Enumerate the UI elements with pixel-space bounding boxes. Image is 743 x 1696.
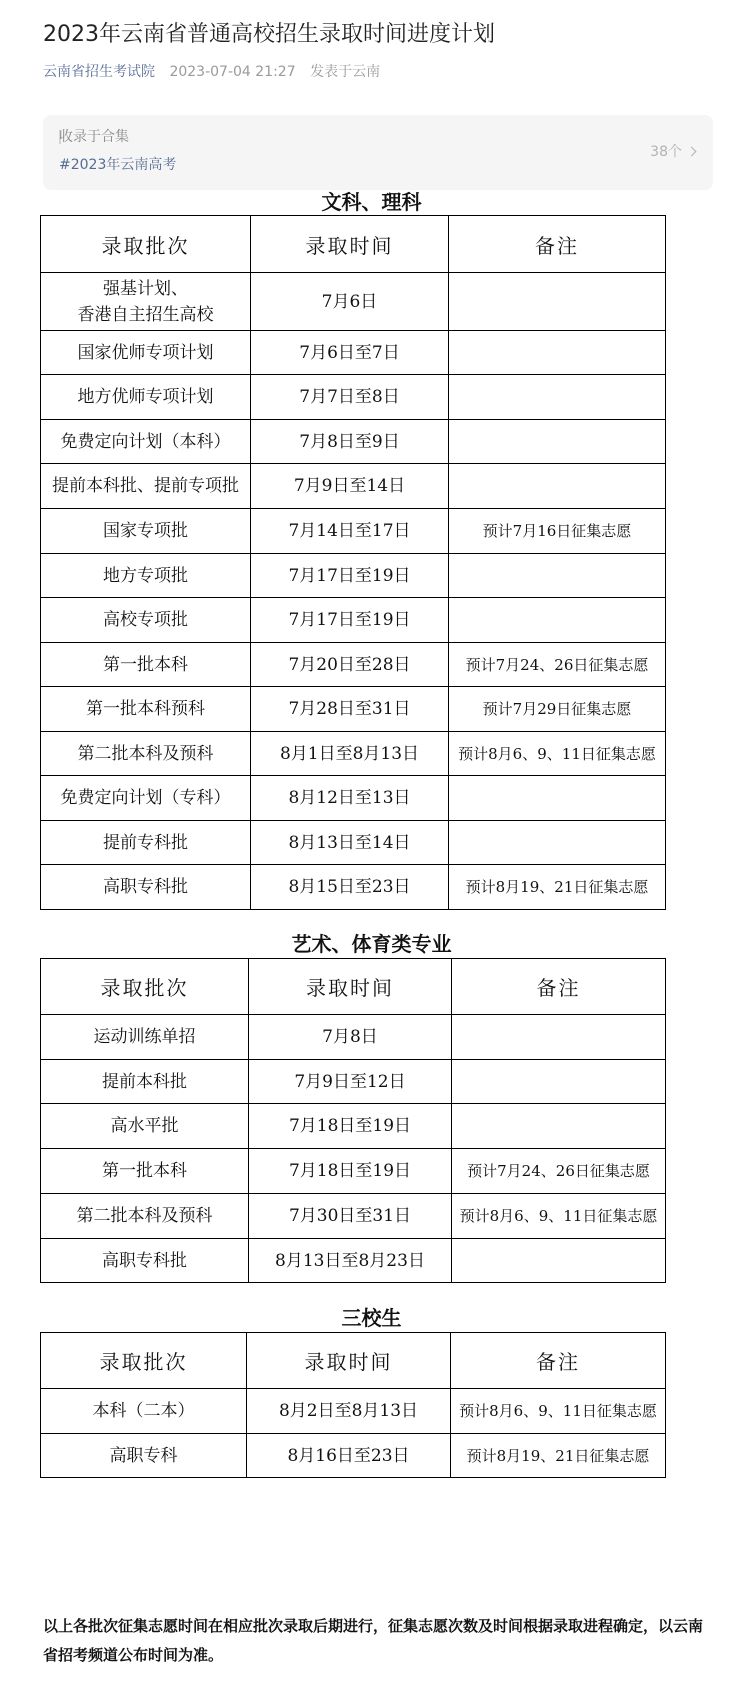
cell-time: 7月17日至19日 <box>251 554 449 598</box>
cell-batch: 免费定向计划（本科） <box>41 420 251 464</box>
cell-time: 7月14日至17日 <box>251 509 449 554</box>
table-row <box>41 509 666 554</box>
cell-time: 7月6日 <box>251 273 449 331</box>
table-row <box>41 273 666 331</box>
cell-batch: 本科（二本） <box>41 1389 247 1434</box>
cell-time: 7月9日至14日 <box>251 464 449 509</box>
table-row <box>41 1389 666 1434</box>
cell-note <box>449 420 666 464</box>
cell-batch: 免费定向计划（专科） <box>41 776 251 821</box>
table-row <box>41 732 666 776</box>
cell-note <box>452 1239 666 1283</box>
collection-card[interactable] <box>43 115 713 190</box>
collection-count[interactable] <box>650 142 695 162</box>
table-row <box>41 1015 666 1060</box>
header-note: 备注 <box>451 1333 666 1389</box>
cell-batch: 高水平批 <box>41 1104 249 1149</box>
cell-batch: 提前专科批 <box>41 821 251 865</box>
table-header-row <box>41 1333 666 1389</box>
cell-batch: 第一批本科 <box>41 643 251 687</box>
cell-note <box>449 598 666 643</box>
table-row <box>41 1060 666 1104</box>
table-row <box>41 420 666 464</box>
table-row <box>41 643 666 687</box>
table-row <box>41 1434 666 1478</box>
cell-time: 7月20日至28日 <box>251 643 449 687</box>
header-time: 录取时间 <box>247 1333 451 1389</box>
table-row <box>41 598 666 643</box>
cell-time: 7月18日至19日 <box>249 1104 452 1149</box>
cell-batch: 高职专科批 <box>41 865 251 910</box>
cell-note: 预计8月19、21日征集志愿 <box>449 865 666 910</box>
cell-note <box>452 1060 666 1104</box>
cell-note <box>449 331 666 375</box>
table-row <box>41 464 666 509</box>
table-row <box>41 375 666 420</box>
cell-time: 7月9日至12日 <box>249 1060 452 1104</box>
cell-time: 8月13日至14日 <box>251 821 449 865</box>
cell-batch: 第二批本科及预科 <box>41 1194 249 1239</box>
cell-batch: 高职专科批 <box>41 1239 249 1283</box>
table-row <box>41 865 666 910</box>
cell-note <box>449 554 666 598</box>
cell-time: 8月16日至23日 <box>247 1434 451 1478</box>
cell-batch: 高校专项批 <box>41 598 251 643</box>
cell-note: 预计8月19、21日征集志愿 <box>451 1434 666 1478</box>
cell-time: 7月6日至7日 <box>251 331 449 375</box>
collection-label: 收录于合集 <box>59 129 129 145</box>
header-note: 备注 <box>449 216 666 273</box>
table-row <box>41 1194 666 1239</box>
cell-note: 预计8月6、9、11日征集志愿 <box>449 732 666 776</box>
cell-note: 预计8月6、9、11日征集志愿 <box>451 1389 666 1434</box>
section-title-art-sports: 艺术、体育类专业 <box>291 932 452 956</box>
schedule-table-art-sports <box>40 958 666 1283</box>
table-row <box>41 1239 666 1283</box>
cell-time: 7月30日至31日 <box>249 1194 452 1239</box>
table-row <box>41 776 666 821</box>
header-batch: 录取批次 <box>41 1333 247 1389</box>
cell-time: 8月13日至8月23日 <box>249 1239 452 1283</box>
table-header-row <box>41 959 666 1015</box>
cell-batch: 第一批本科 <box>41 1149 249 1194</box>
cell-note: 预计7月16日征集志愿 <box>449 509 666 554</box>
cell-batch: 地方优师专项计划 <box>41 375 251 420</box>
cell-time: 8月2日至8月13日 <box>247 1389 451 1434</box>
cell-batch: 高职专科 <box>41 1434 247 1478</box>
cell-note <box>449 273 666 331</box>
table-row <box>41 331 666 375</box>
cell-note: 预计7月24、26日征集志愿 <box>449 643 666 687</box>
collection-tag-link[interactable]: #2023年云南高考 <box>59 157 177 173</box>
cell-note: 预计7月24、26日征集志愿 <box>452 1149 666 1194</box>
table-row <box>41 1149 666 1194</box>
header-note: 备注 <box>452 959 666 1015</box>
publish-datetime: 2023-07-04 21:27 <box>169 64 296 80</box>
cell-batch: 运动训练单招 <box>41 1015 249 1060</box>
header-batch: 录取批次 <box>41 216 251 273</box>
section-title-wenli: 文科、理科 <box>321 190 422 214</box>
cell-batch: 第一批本科预科 <box>41 687 251 732</box>
cell-time: 8月12日至13日 <box>251 776 449 821</box>
cell-batch: 提前本科批、提前专项批 <box>41 464 251 509</box>
cell-time: 7月7日至8日 <box>251 375 449 420</box>
collection-count-text: 38个 <box>650 144 682 160</box>
cell-time: 7月8日 <box>249 1015 452 1060</box>
section-title-sanxiao: 三校生 <box>341 1306 402 1330</box>
publish-location: 发表于云南 <box>310 64 381 80</box>
cell-batch: 国家专项批 <box>41 509 251 554</box>
header-time: 录取时间 <box>249 959 452 1015</box>
cell-time: 7月8日至9日 <box>251 420 449 464</box>
schedule-table-sanxiao <box>40 1332 666 1478</box>
cell-time: 7月28日至31日 <box>251 687 449 732</box>
cell-note <box>449 375 666 420</box>
cell-batch: 强基计划、 香港自主招生高校 <box>41 273 251 331</box>
cell-note <box>449 464 666 509</box>
cell-note: 预计8月6、9、11日征集志愿 <box>452 1194 666 1239</box>
cell-note <box>449 776 666 821</box>
author-link[interactable]: 云南省招生考试院 <box>43 64 155 80</box>
table-header-row <box>41 216 666 273</box>
table-row <box>41 687 666 732</box>
cell-note <box>449 821 666 865</box>
cell-batch: 第二批本科及预科 <box>41 732 251 776</box>
cell-time: 8月15日至23日 <box>251 865 449 910</box>
cell-note <box>452 1104 666 1149</box>
table-row <box>41 554 666 598</box>
table-row <box>41 1104 666 1149</box>
cell-time: 7月17日至19日 <box>251 598 449 643</box>
schedule-table-wenli <box>40 215 666 910</box>
chevron-right-icon <box>687 147 697 157</box>
table-row <box>41 821 666 865</box>
header-batch: 录取批次 <box>41 959 249 1015</box>
cell-note <box>452 1015 666 1060</box>
cell-time: 7月18日至19日 <box>249 1149 452 1194</box>
cell-note: 预计7月29日征集志愿 <box>449 687 666 732</box>
article-meta <box>43 62 380 82</box>
cell-batch: 国家优师专项计划 <box>41 331 251 375</box>
cell-batch: 地方专项批 <box>41 554 251 598</box>
cell-batch: 提前本科批 <box>41 1060 249 1104</box>
footer-note: 以上各批次征集志愿时间在相应批次录取后期进行，征集志愿次数及时间根据录取进程确定，以云南省招考频道公布时间为准。 <box>43 1617 704 1664</box>
header-time: 录取时间 <box>251 216 449 273</box>
article-title: 2023年云南省普通高校招生录取时间进度计划 <box>43 22 495 47</box>
cell-time: 8月1日至8月13日 <box>251 732 449 776</box>
